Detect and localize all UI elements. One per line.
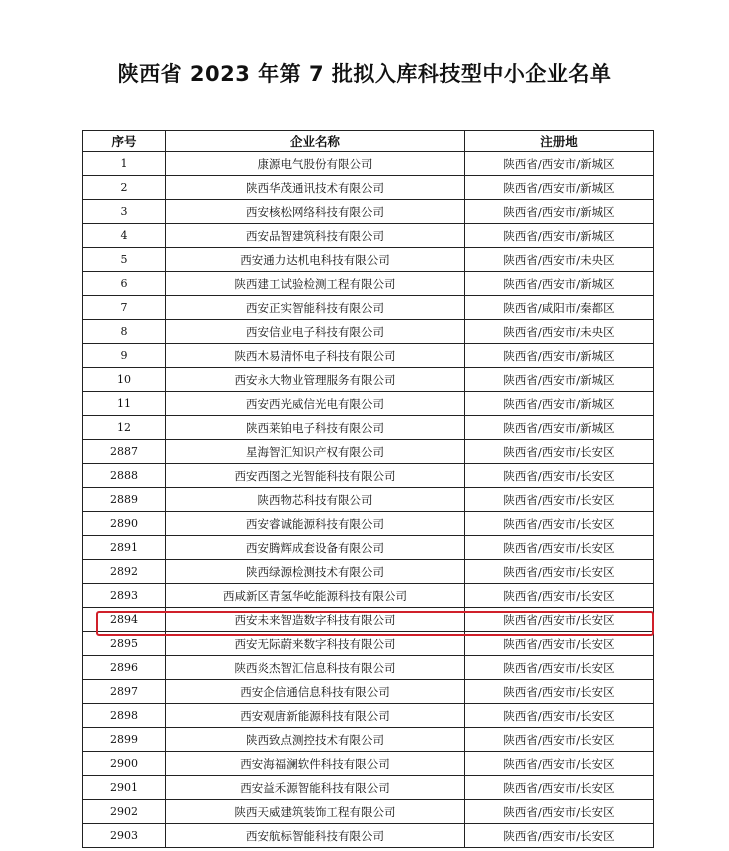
cell-registered-location: 陕西省/西安市/长安区 [465,824,654,848]
cell-serial-number: 1 [83,152,166,176]
cell-company-name: 西安无际蔚来数字科技有限公司 [166,632,465,656]
table-row [83,824,654,848]
cell-company-name: 陕西绿源检测技术有限公司 [166,560,465,584]
cell-company-name: 西安核松网络科技有限公司 [166,200,465,224]
table-body [83,152,654,848]
table-row [83,416,654,440]
cell-company-name: 西安品智建筑科技有限公司 [166,224,465,248]
cell-company-name: 康源电气股份有限公司 [166,152,465,176]
cell-serial-number: 2897 [83,680,166,704]
cell-serial-number: 10 [83,368,166,392]
table-row [83,320,654,344]
cell-registered-location: 陕西省/西安市/长安区 [465,584,654,608]
cell-serial-number: 2891 [83,536,166,560]
cell-registered-location: 陕西省/西安市/长安区 [465,560,654,584]
cell-registered-location: 陕西省/西安市/长安区 [465,464,654,488]
header-registered-location: 注册地 [465,131,654,152]
cell-company-name: 陕西物芯科技有限公司 [166,488,465,512]
cell-serial-number: 9 [83,344,166,368]
cell-company-name: 西安未来智造数字科技有限公司 [166,608,465,632]
cell-registered-location: 陕西省/西安市/新城区 [465,272,654,296]
cell-company-name: 西安通力达机电科技有限公司 [166,248,465,272]
table-row [83,680,654,704]
table-row [83,392,654,416]
table-row [83,536,654,560]
table-row [83,560,654,584]
cell-company-name: 星海智汇知识产权有限公司 [166,440,465,464]
table-row [83,200,654,224]
cell-registered-location: 陕西省/西安市/长安区 [465,728,654,752]
table-row [83,752,654,776]
table-row [83,704,654,728]
cell-registered-location: 陕西省/西安市/长安区 [465,632,654,656]
header-serial-number: 序号 [83,131,166,152]
cell-serial-number: 5 [83,248,166,272]
table-row [83,728,654,752]
cell-registered-location: 陕西省/西安市/长安区 [465,656,654,680]
cell-serial-number: 2896 [83,656,166,680]
cell-serial-number: 2900 [83,752,166,776]
cell-company-name: 西安永大物业管理服务有限公司 [166,368,465,392]
cell-company-name: 西安睿诚能源科技有限公司 [166,512,465,536]
cell-serial-number: 2894 [83,608,166,632]
cell-serial-number: 2890 [83,512,166,536]
cell-serial-number: 2893 [83,584,166,608]
cell-company-name: 西咸新区青氢华屹能源科技有限公司 [166,584,465,608]
company-list-table [82,130,654,848]
cell-registered-location: 陕西省/西安市/长安区 [465,776,654,800]
table-row [83,488,654,512]
cell-serial-number: 2902 [83,800,166,824]
table-row [83,608,654,632]
cell-registered-location: 陕西省/西安市/长安区 [465,536,654,560]
cell-serial-number: 4 [83,224,166,248]
cell-serial-number: 2899 [83,728,166,752]
cell-company-name: 西安海福澜软件科技有限公司 [166,752,465,776]
cell-registered-location: 陕西省/西安市/未央区 [465,248,654,272]
cell-serial-number: 2888 [83,464,166,488]
cell-serial-number: 2898 [83,704,166,728]
cell-company-name: 陕西木易清怀电子科技有限公司 [166,344,465,368]
table-row [83,176,654,200]
cell-company-name: 西安西光威信光电有限公司 [166,392,465,416]
cell-company-name: 陕西致点测控技术有限公司 [166,728,465,752]
cell-registered-location: 陕西省/西安市/新城区 [465,344,654,368]
cell-company-name: 陕西建工试验检测工程有限公司 [166,272,465,296]
table-row [83,656,654,680]
table-row [83,632,654,656]
cell-company-name: 西安企信通信息科技有限公司 [166,680,465,704]
cell-company-name: 陕西莱铂电子科技有限公司 [166,416,465,440]
table-row [83,512,654,536]
cell-registered-location: 陕西省/西安市/新城区 [465,224,654,248]
table-row [83,368,654,392]
table-row [83,464,654,488]
cell-company-name: 西安信业电子科技有限公司 [166,320,465,344]
cell-registered-location: 陕西省/西安市/未央区 [465,320,654,344]
cell-registered-location: 陕西省/西安市/长安区 [465,608,654,632]
cell-company-name: 西安观唐新能源科技有限公司 [166,704,465,728]
table-row [83,776,654,800]
table-row [83,296,654,320]
cell-registered-location: 陕西省/西安市/新城区 [465,176,654,200]
header-company-name: 企业名称 [166,131,465,152]
cell-company-name: 陕西炎杰智汇信息科技有限公司 [166,656,465,680]
cell-serial-number: 8 [83,320,166,344]
cell-registered-location: 陕西省/西安市/长安区 [465,512,654,536]
cell-serial-number: 11 [83,392,166,416]
cell-company-name: 西安航标智能科技有限公司 [166,824,465,848]
table-row [83,800,654,824]
cell-registered-location: 陕西省/西安市/长安区 [465,704,654,728]
table-header-row [83,131,654,152]
cell-registered-location: 陕西省/西安市/新城区 [465,200,654,224]
cell-registered-location: 陕西省/西安市/长安区 [465,680,654,704]
cell-registered-location: 陕西省/西安市/新城区 [465,368,654,392]
table-row [83,272,654,296]
cell-registered-location: 陕西省/西安市/长安区 [465,800,654,824]
cell-serial-number: 2889 [83,488,166,512]
page-title: 陕西省 2023 年第 7 批拟入库科技型中小企业名单 [117,62,612,86]
company-list-table-container [82,130,653,848]
cell-registered-location: 陕西省/咸阳市/秦都区 [465,296,654,320]
cell-company-name: 西安正实智能科技有限公司 [166,296,465,320]
table-row [83,224,654,248]
table-row [83,248,654,272]
cell-company-name: 西安腾辉成套设备有限公司 [166,536,465,560]
cell-serial-number: 3 [83,200,166,224]
table-row [83,344,654,368]
cell-serial-number: 2892 [83,560,166,584]
cell-company-name: 西安益禾源智能科技有限公司 [166,776,465,800]
cell-serial-number: 6 [83,272,166,296]
cell-registered-location: 陕西省/西安市/新城区 [465,152,654,176]
cell-company-name: 陕西华茂通讯技术有限公司 [166,176,465,200]
cell-serial-number: 7 [83,296,166,320]
cell-serial-number: 2895 [83,632,166,656]
cell-serial-number: 12 [83,416,166,440]
cell-company-name: 西安西图之光智能科技有限公司 [166,464,465,488]
cell-registered-location: 陕西省/西安市/新城区 [465,416,654,440]
table-row [83,152,654,176]
cell-serial-number: 2887 [83,440,166,464]
cell-serial-number: 2 [83,176,166,200]
cell-serial-number: 2901 [83,776,166,800]
table-row [83,584,654,608]
cell-registered-location: 陕西省/西安市/新城区 [465,392,654,416]
cell-registered-location: 陕西省/西安市/长安区 [465,488,654,512]
cell-serial-number: 2903 [83,824,166,848]
cell-registered-location: 陕西省/西安市/长安区 [465,752,654,776]
cell-company-name: 陕西天威建筑装饰工程有限公司 [166,800,465,824]
cell-registered-location: 陕西省/西安市/长安区 [465,440,654,464]
table-row [83,440,654,464]
